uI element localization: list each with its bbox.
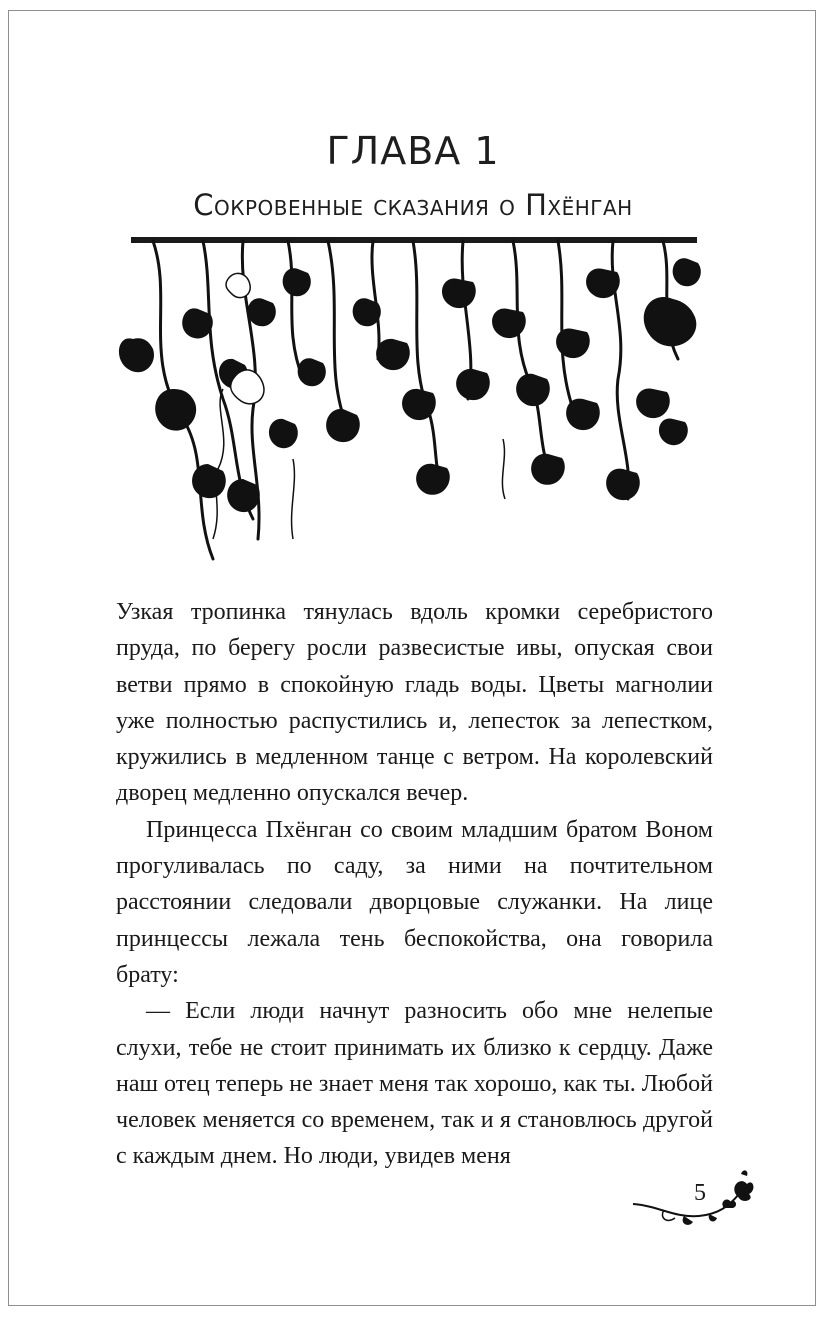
hanging-flowers-illustration bbox=[113, 239, 713, 569]
page-number-ornament bbox=[629, 1166, 759, 1246]
paragraph: Узкая тропинка тянулась вдоль кромки серебристого пруда, по берегу росли развесистые ивы, опуская свои ветви прямо в спокойную гладь воды. Цветы магнолии уже полностью распустились и, лепесток за лепестком, кружились в медленном танце с ветром. На королевский дворец медленно опускался вечер. bbox=[116, 599, 713, 807]
chapter-text bbox=[116, 594, 713, 1175]
book-page bbox=[8, 10, 816, 1306]
paragraph: — Если люди начнут разносить обо мне нелепые слухи, тебе не стоит принимать их близко к сердцу. Даже наш отец теперь не знает меня так хорошо, как ты. Любой человек меняется со временем, так и я становлюсь другой с каждым днем. Но люди, увидев меня bbox=[116, 998, 713, 1170]
chapter-title: Сокровенные сказания о Пхёнган bbox=[193, 188, 633, 222]
page-number: 5 bbox=[694, 1180, 706, 1206]
paragraph: Принцесса Пхёнган со своим младшим братом Воном прогуливалась по саду, за ними на почтительном расстоянии следовали дворцовые служанки. На лице принцессы лежала тень беспокойства, она говорила брату: bbox=[116, 816, 713, 988]
chapter-number: ГЛАВА 1 bbox=[326, 129, 500, 173]
